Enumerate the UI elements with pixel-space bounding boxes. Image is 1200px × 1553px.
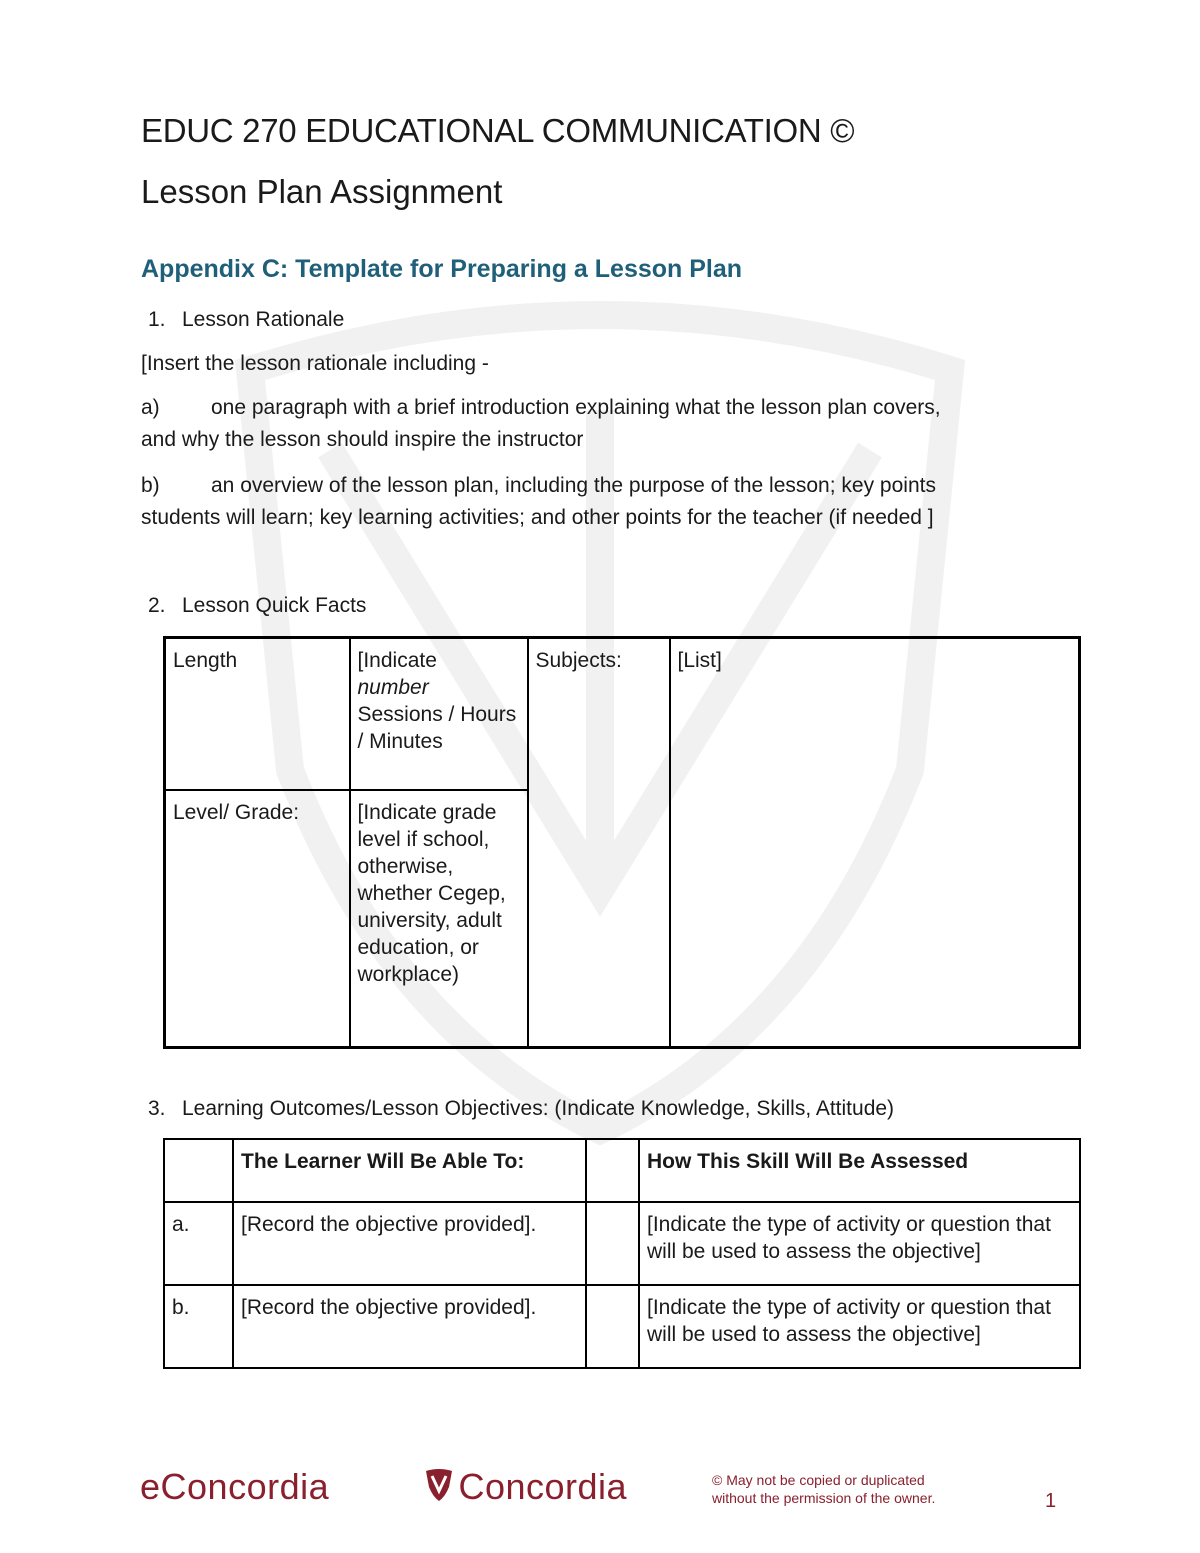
section2-heading <box>141 590 366 622</box>
item-a-line1: one paragraph with a brief introduction explaining what the lesson plan covers, <box>211 396 941 419</box>
item-b-label: b) <box>141 474 160 497</box>
row-label: a. <box>164 1202 233 1285</box>
outcomes-table <box>163 1138 1081 1369</box>
row-objective: [Record the objective provided]. <box>233 1202 586 1285</box>
length-value-post: Sessions / Hours / Minutes <box>357 703 517 753</box>
level-label: Level/ Grade: <box>165 790 350 1048</box>
copyright-notice <box>712 1471 935 1507</box>
row-assessment: [Indicate the type of activity or question that will be used to assess the objective] <box>639 1285 1080 1368</box>
item-b-line1: an overview of the lesson plan, including the purpose of the lesson; key points <box>211 474 936 497</box>
concordia-logo <box>424 1466 627 1508</box>
section1-heading <box>141 304 344 336</box>
section2-heading-text: Lesson Quick Facts <box>182 594 367 617</box>
copyright-line1: © May not be copied or duplicated <box>712 1472 925 1488</box>
row-spacer-cell <box>586 1285 639 1368</box>
level-value: [Indicate grade level if school, otherwise, whether Cegep, university, adult education, or workplace) <box>350 790 528 1048</box>
item-b-line2: students will learn; key learning activities; and other points for the teacher (if needed ] <box>141 506 934 529</box>
length-value <box>350 638 528 790</box>
econcordia-logo-text: eConcordia <box>140 1466 330 1507</box>
outcomes-header-row <box>164 1139 1080 1202</box>
header-spacer-cell <box>586 1139 639 1202</box>
document-title: EDUC 270 EDUCATIONAL COMMUNICATION © <box>141 112 855 149</box>
subjects-value: [List] <box>670 638 1080 1048</box>
document-subtitle: Lesson Plan Assignment <box>141 173 503 210</box>
copyright-line2: without the permission of the owner. <box>712 1490 936 1506</box>
section1-number: 1. <box>148 308 166 331</box>
section1-item-b <box>141 470 936 534</box>
row-spacer-cell <box>586 1202 639 1285</box>
subjects-label: Subjects: <box>528 638 670 1048</box>
header-assessed: How This Skill Will Be Assessed <box>639 1139 1080 1202</box>
item-a-label: a) <box>141 396 160 419</box>
appendix-heading: Appendix C: Template for Preparing a Lesson Plan <box>141 255 743 283</box>
table-row <box>164 1285 1080 1368</box>
header-blank-cell <box>164 1139 233 1202</box>
section3-number: 3. <box>148 1097 166 1120</box>
econcordia-logo <box>140 1466 329 1508</box>
row-label: b. <box>164 1285 233 1368</box>
quick-facts-table <box>163 636 1081 1049</box>
length-label: Length <box>165 638 350 790</box>
length-value-pre: [Indicate <box>357 649 437 672</box>
page-number: 1 <box>1045 1490 1057 1512</box>
section2-number: 2. <box>148 594 166 617</box>
section1-item-a <box>141 392 941 456</box>
section1-intro: [Insert the lesson rationale including - <box>141 352 489 375</box>
concordia-logo-text: Concordia <box>458 1466 628 1507</box>
section1-heading-text: Lesson Rationale <box>182 308 345 331</box>
header-learner: The Learner Will Be Able To: <box>233 1139 586 1202</box>
row-objective: [Record the objective provided]. <box>233 1285 586 1368</box>
concordia-shield-icon <box>424 1467 454 1503</box>
item-a-line2: and why the lesson should inspire the instructor <box>141 428 584 451</box>
section3-heading <box>141 1093 894 1125</box>
row-assessment: [Indicate the type of activity or question that will be used to assess the objective] <box>639 1202 1080 1285</box>
section3-heading-text: Learning Outcomes/Lesson Objectives: (Indicate Knowledge, Skills, Attitude) <box>182 1097 895 1120</box>
length-value-em: number <box>357 676 429 699</box>
table-row <box>164 1202 1080 1285</box>
